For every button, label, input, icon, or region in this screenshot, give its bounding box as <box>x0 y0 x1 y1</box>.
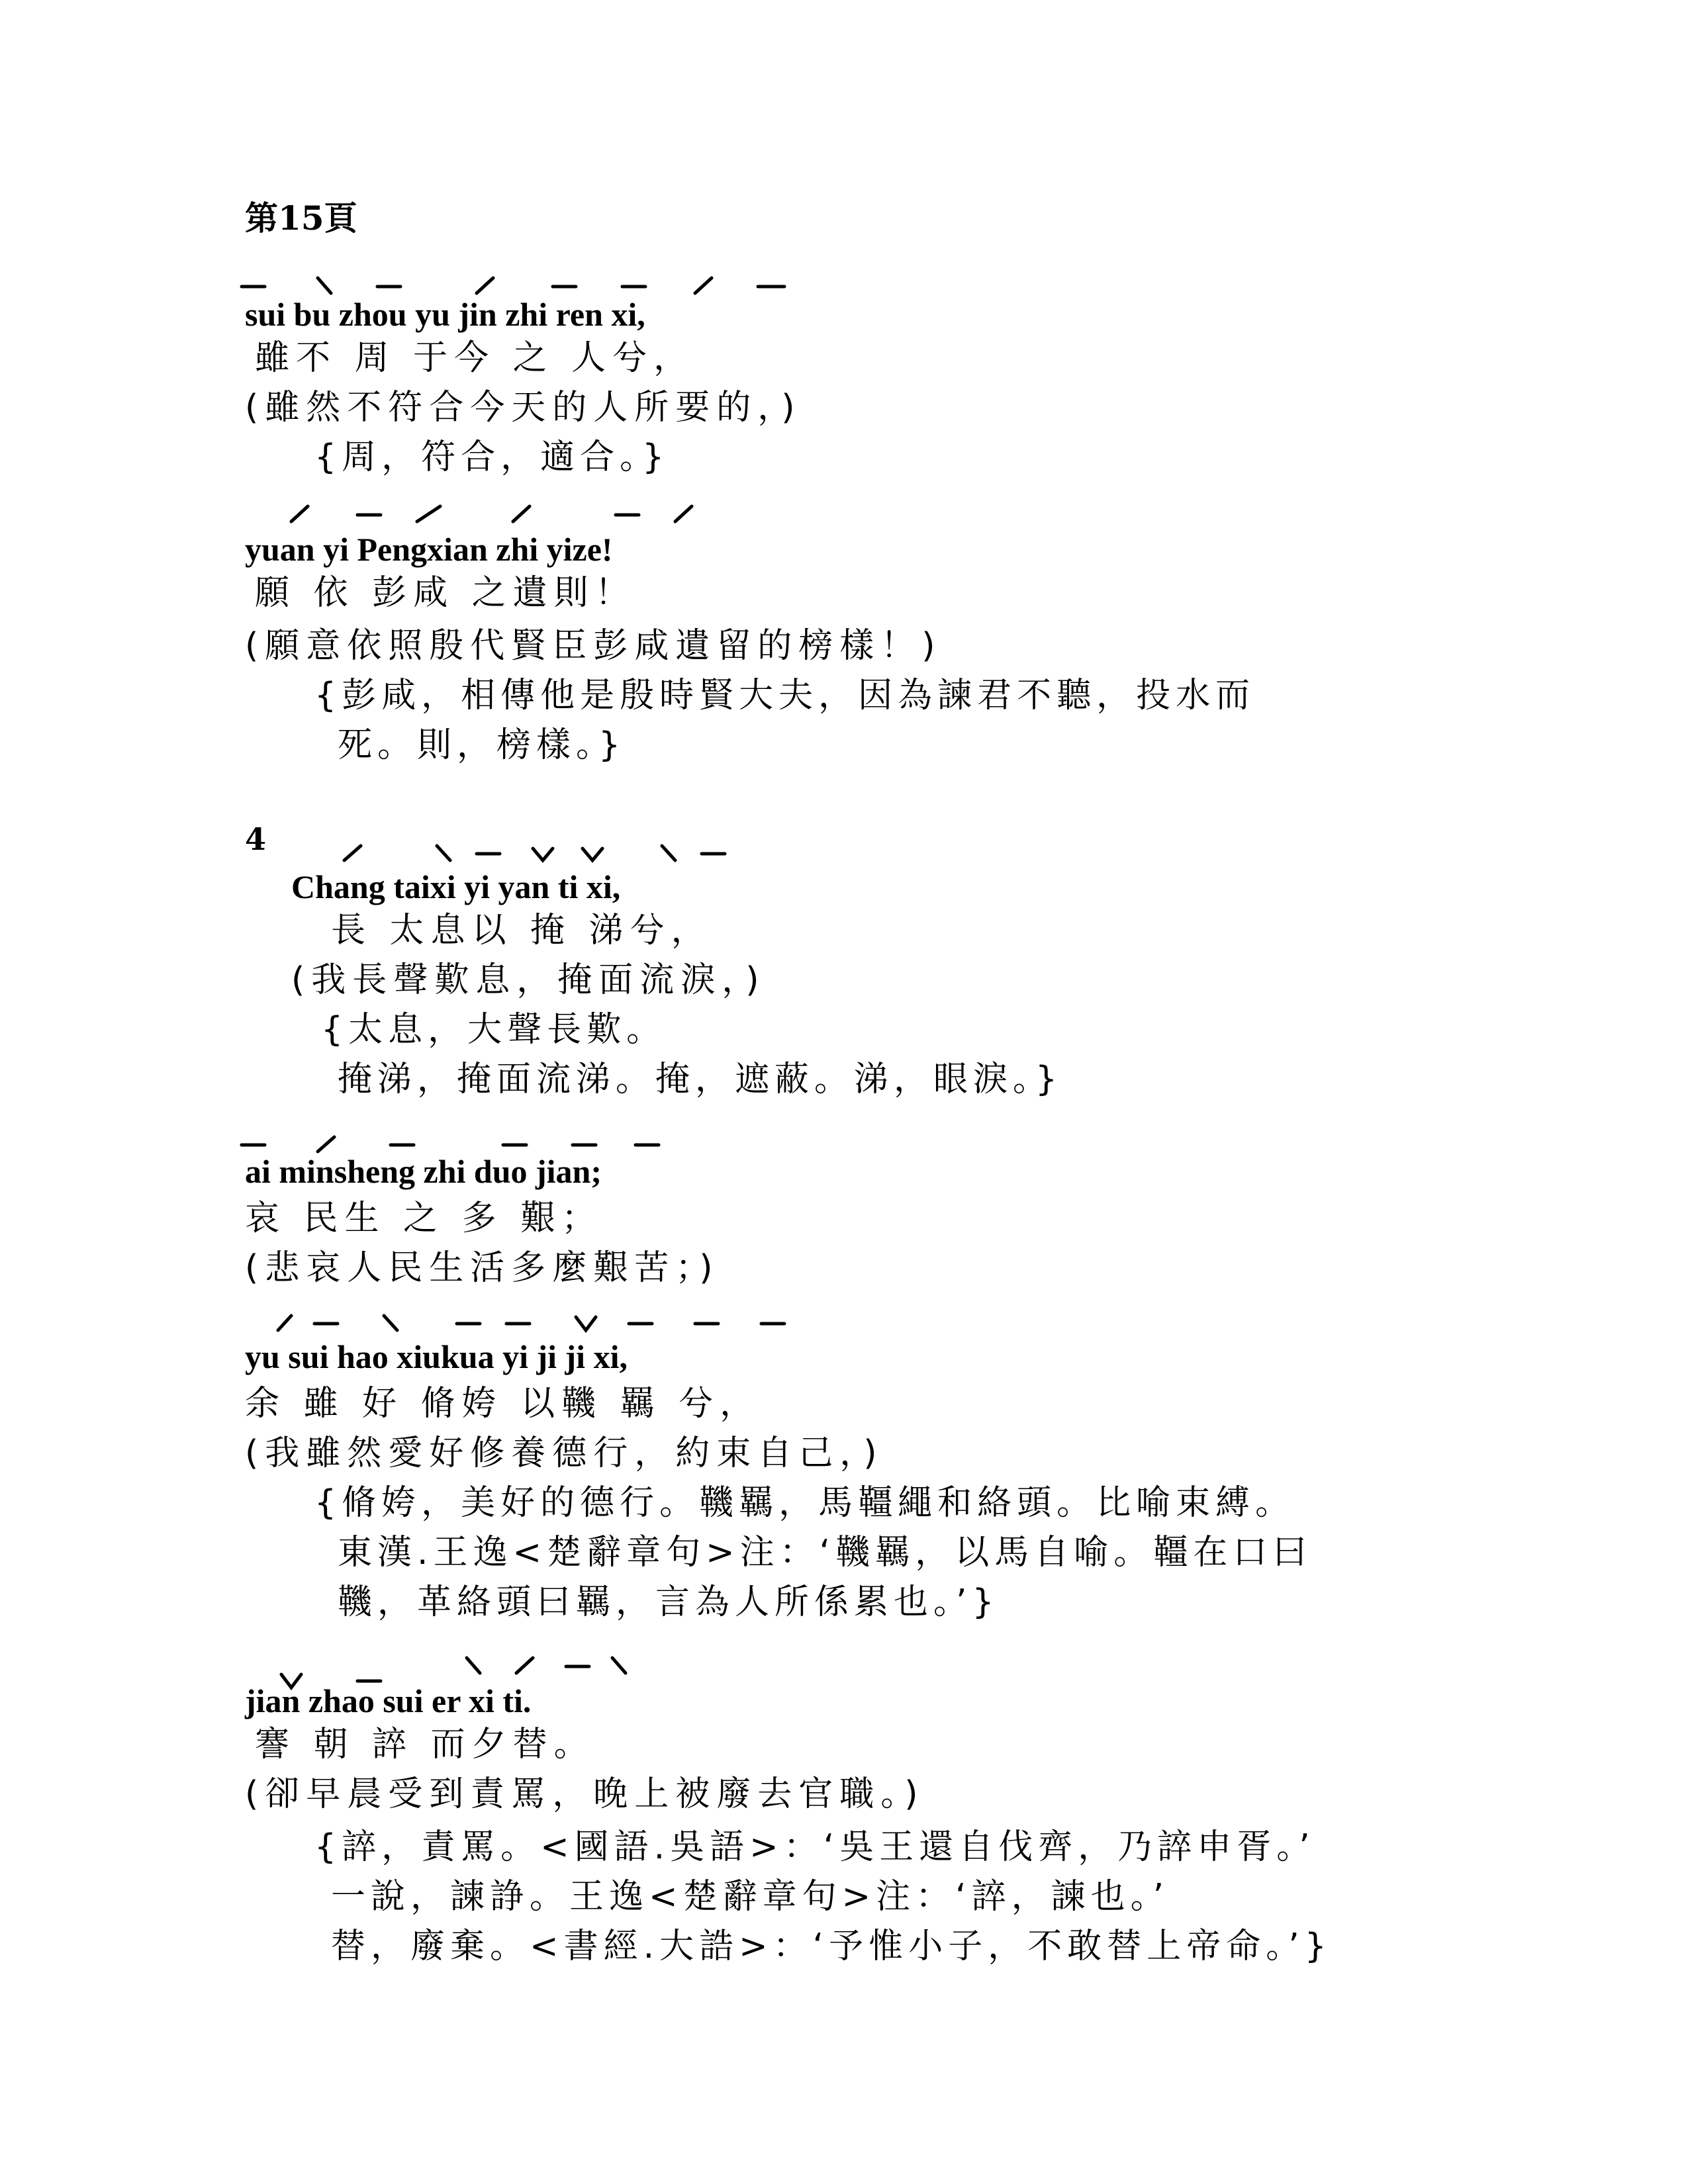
pinyin-line: Chang taixi yi yan ti xi, <box>291 868 621 905</box>
tone-mark <box>695 278 712 293</box>
chinese-line: 謇 朝 誶 而夕替。 <box>255 1725 595 1764</box>
translation-line: (願意依照殷代賢臣彭咸遺留的榜樣！) <box>245 626 942 666</box>
tone-mark <box>533 848 553 860</box>
translation-line: (悲哀人民生活多麼艱苦；) <box>245 1248 720 1288</box>
pinyin-line: sui bu zhou yu jin zhi ren xi, <box>245 296 645 333</box>
chinese-line: 雖不 周 于今 之 人兮， <box>255 338 695 378</box>
note-line: 掩涕，掩面流涕。掩，遮蔽。涕，眼淚。} <box>338 1060 1063 1099</box>
tone-mark <box>675 506 692 522</box>
note-line: 一說，諫諍。王逸<楚辭章句>注：‘誶，諫也。’ <box>331 1877 1170 1917</box>
tone-mark <box>437 846 450 860</box>
pinyin-line: yu sui hao xiukua yi ji ji xi, <box>245 1338 628 1375</box>
chinese-line: 願 依 彭咸 之遺則！ <box>255 573 636 613</box>
pinyin-line: yuan yi Pengxian zhi yize! <box>245 531 613 568</box>
chinese-line: 哀 民生 之 多 艱； <box>245 1199 603 1238</box>
note-line: 死。則，榜樣。} <box>338 725 626 765</box>
stanza-number: 4 <box>245 821 267 857</box>
note-line: {太息，大聲長歎。 <box>321 1010 667 1050</box>
pinyin-line: ai minsheng zhi duo jian; <box>245 1153 602 1190</box>
tone-mark <box>662 846 675 860</box>
note-line: 東漢.王逸<楚辭章句>注：‘鞿羈，以馬自喻。韁在口曰 <box>338 1533 1313 1572</box>
tone-mark <box>467 1658 480 1673</box>
page-title: 第15頁 <box>245 199 357 238</box>
tone-mark <box>516 1658 533 1673</box>
tone-mark <box>318 1137 334 1152</box>
pinyin-line: jian zhao sui er xi ti. <box>245 1682 532 1719</box>
tone-mark <box>344 846 361 860</box>
chinese-line: 長 太息以 掩 涕兮， <box>331 911 712 950</box>
translation-line: (雖然不符合今天的人所要的，) <box>245 388 802 428</box>
tone-mark <box>318 278 331 293</box>
note-line: {彭咸，相傳他是殷時賢大夫，因為諫君不聽，投水而 <box>314 676 1256 715</box>
note-line: {誶，責罵。<國語.吳語>：‘吳王還自伐齊，乃誶申胥。’ <box>314 1827 1315 1867</box>
chinese-line: 余 雖 好 脩姱 以鞿 羈 兮， <box>245 1384 761 1424</box>
tone-mark <box>384 1316 397 1330</box>
translation-line: (卻早晨受到責罵，晚上被廢去官職。) <box>245 1774 925 1814</box>
tone-mark <box>291 506 308 522</box>
translation-line: (我長聲歎息，掩面流淚，) <box>291 960 766 1000</box>
note-line: 替，廢棄。<書經.大誥>：‘予惟小子，不敢替上帝命。’} <box>331 1927 1332 1966</box>
tone-mark <box>612 1658 626 1673</box>
tone-mark <box>477 278 493 293</box>
tone-mark <box>583 848 602 860</box>
tone-mark <box>576 1317 596 1330</box>
tone-mark <box>417 506 440 522</box>
tone-mark <box>513 506 530 522</box>
note-line: {脩姱，美好的德行。鞿羈，馬韁繩和絡頭。比喻束縛。 <box>314 1483 1295 1523</box>
note-line: {周，符合，適合。} <box>314 437 670 477</box>
translation-line: (我雖然愛好修養德行，約束自己，) <box>245 1433 884 1473</box>
tone-mark <box>278 1316 291 1330</box>
note-line: 鞿，革絡頭曰羈，言為人所係累也。’} <box>338 1582 1000 1622</box>
